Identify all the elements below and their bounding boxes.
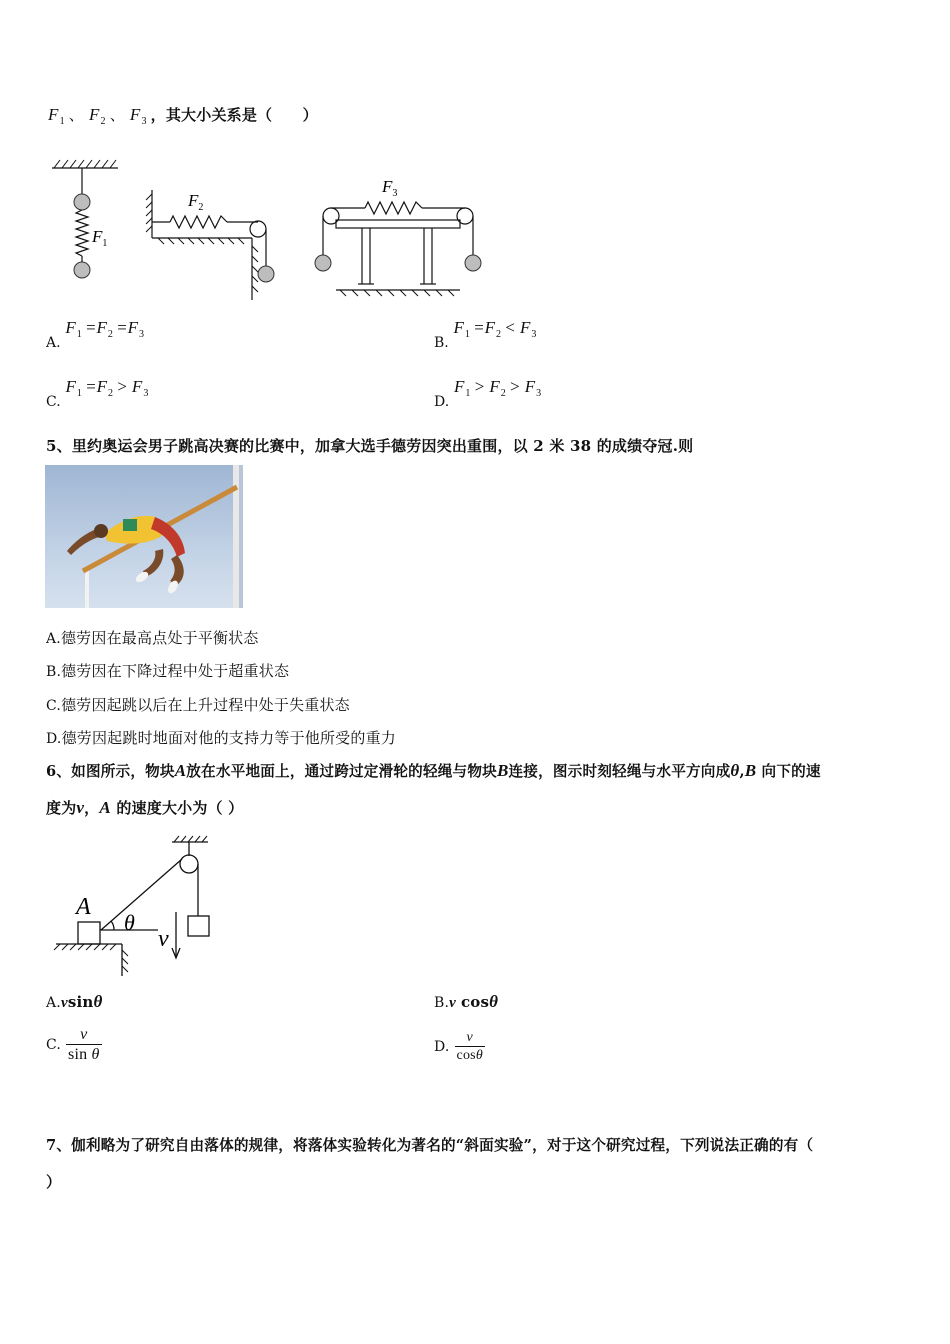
q4-intro-suffix: ，其大小关系是（ ） [150,106,318,124]
q6-option-b[interactable]: B.v cosθ [434,992,499,1011]
q5-option-b[interactable]: B.德劳因在下降过程中处于超重状态 [46,662,290,680]
label-theta: θ [124,910,135,935]
q6-stem-line1: 6、如图所示，物块A放在水平地面上，通过跨过定滑轮的轻绳与物块B连接，图示时刻轻绳与水平方向成θ,B 向下的速 [46,761,821,780]
q6-option-c[interactable]: C. $\frac{v}{\text{sin θ}}$ [46,1026,100,1063]
label-f1: $F_1$ [92,227,108,249]
q4-option-c-expr: $F_1 =F_2 > F_3$ [65,377,149,399]
label-f3: $F_3$ [382,177,398,199]
q6-option-d[interactable]: D. $\frac{v}{\cos\theta}$ [434,1030,483,1063]
force-f2: $F_2$ [88,105,106,127]
q6-option-d-fraction: $\frac{v}{\cos\theta}$ [456,1030,483,1063]
high-jump-photo [45,465,243,608]
q6-option-a[interactable]: A.vsinθ [46,992,103,1011]
q5-option-d[interactable]: D.德劳因起跳时地面对他的支持力等于他所受的重力 [46,729,396,747]
q4-option-a-expr: $F_1 =F_2 =F_3$ [65,318,144,340]
q6-option-c-fraction: $\frac{v}{\text{sin θ}}$ [68,1026,100,1063]
q4-option-b-expr: $F_1 =F_2 < F_3$ [453,318,537,340]
q7-stem-line1: 7、伽利略为了研究自由落体的规律，将落体实验转化为著名的“斜面实验”，对于这个研究过程，下列说法正确的有（ [46,1137,814,1154]
label-a: A [76,894,91,920]
force-f1: $F_1$ [48,105,65,127]
q4-spring-figure [40,150,490,310]
force-f3: $F_3$ [129,105,147,127]
q4-option-a[interactable]: A. $F_1 =F_2 =F_3$ [46,318,144,351]
label-v: v [158,926,169,952]
q4-option-d[interactable]: D. $F_1 > F_2 > F_3$ [434,377,542,410]
q7-stem-line2: ） [46,1173,62,1191]
q4-header: $F_1$ 、 $F_2$ 、 $F_3$ ，其大小关系是（ ） [48,105,318,127]
q4-option-b[interactable]: B. $F_1 =F_2 < F_3$ [434,318,537,351]
q6-pulley-figure [48,832,228,982]
q5-option-a[interactable]: A.德劳因在最高点处于平衡状态 [46,629,259,647]
q4-option-c[interactable]: C. $F_1 =F_2 > F_3$ [46,377,149,410]
q6-stem-line2: 度为v，A 的速度大小为（ ） [46,798,244,817]
label-f2: $F_2$ [188,191,204,213]
q5-option-c[interactable]: C.德劳因起跳以后在上升过程中处于失重状态 [46,696,350,714]
q4-option-d-expr: $F_1 > F_2 > F_3$ [453,377,542,399]
q5-stem: 5、里约奥运会男子跳高决赛的比赛中，加拿大选手德劳因突出重围，以 2 米 38 的成绩夺冠.则 [46,437,694,455]
